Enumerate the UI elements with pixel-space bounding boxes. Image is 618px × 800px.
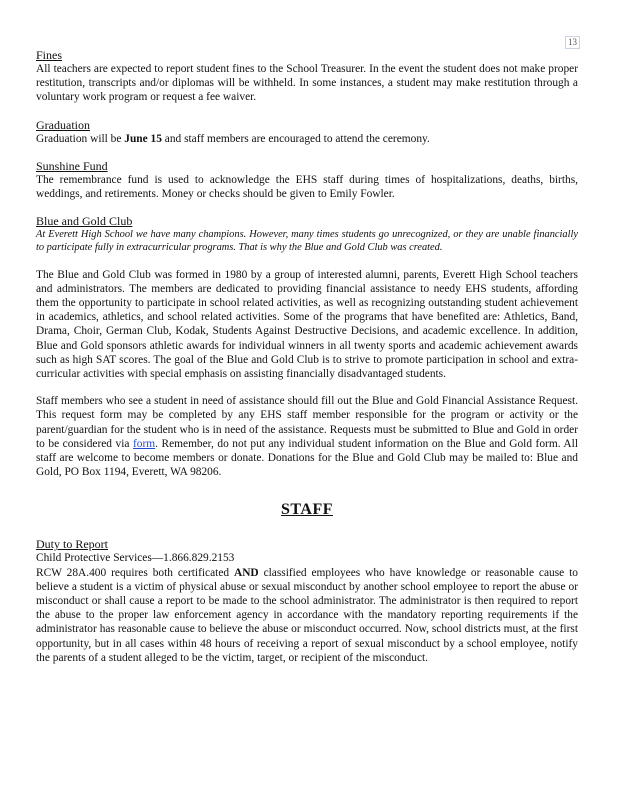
blue-gold-para2-end: . Remember, do not put any individual student information on the Blue and Gold form. All staff are welcome to become members or donate. Donations for the Blue and Gold Club may be mailed to: Blue and Gold, PO Box 1194, Everett, WA 98206. xyxy=(36,437,578,479)
graduation-date: June 15 xyxy=(124,132,162,145)
blue-gold-paragraph-1: The Blue and Gold Club was formed in 1980 by a group of interested alumni, parents, Everett High School teachers and administrators. The members are dedicated to providing financial assistance to needy EHS students, affording them the opportunity to participate in school related activities, as well as recognizing outstanding student achievement in academics, athletics, and school related activities. Some of the programs that have benefited are: Athletics, Band, Drama, Choir, German Club, Kodak, Students Against Destructive Decisions, and academic excellence. In addition, Blue and Gold sponsors athletic awards for individual winners in all twenty sports and academic achievement awards such as high SAT scores. The goal of the Blue and Gold Club is to strive to promote participation in school and extra-curricular activities with special emphasis on assisting financially disadvantaged students. xyxy=(36,268,578,381)
fines-heading: Fines xyxy=(36,48,63,62)
blue-gold-para2-start: Staff members who see a student in need of assistance should fill out the Blue and Gold Financial Assistance Request. This request form may be completed by any EHS staff member responsible for the program or activity or the parent/guardian for the student who is in need of the assistance. Requests must be submitted to Blue and Gold in order to be considered via xyxy=(36,395,578,450)
rcw-and-emphasis: AND xyxy=(233,566,259,579)
duty-to-report-heading: Duty to Report xyxy=(36,537,108,552)
blue-gold-heading: Blue and Gold Club xyxy=(36,214,133,229)
sunshine-fund-heading: Sunshine Fund xyxy=(36,158,108,173)
blue-gold-intro: At Everett High School we have many champions. However, many times students go unrecognized, or they are unable financially to participate fully in extracurricular programs. That is why the Blue and Gold Club was created. xyxy=(36,229,578,254)
page-number: 13 xyxy=(565,36,580,49)
cps-phone-line: Child Protective Services—1.866.829.2153 xyxy=(36,552,235,565)
rcw-text-end: classified employees who have knowledge or reasonable cause to believe a student is a victim of physical abuse or sexual misconduct by another school employee to report the abuse or misconduct or shall cause a report to be made to the school administrator. The administrator is then required to report the abuse to the proper law enforcement agency in accordance with the mandatory reporting requirements if the administrator has reasonable cause to believe the abuse or misconduct occurred. Now, school districts must, at the first opportunity, but in all cases within 48 hours of receiving a report of sexual misconduct by a school employee, notify the parents of a student alleged to be the victim, target, or recipient of the misconduct. xyxy=(36,566,578,664)
staff-section-title: STAFF xyxy=(281,501,333,519)
graduation-heading: Graduation xyxy=(36,117,90,132)
rcw-paragraph xyxy=(36,566,578,665)
graduation-text-start: Graduation will be xyxy=(36,132,125,145)
graduation-paragraph xyxy=(36,132,578,146)
graduation-text-end: and staff members are encouraged to attend the ceremony. xyxy=(161,132,430,145)
assistance-form-link[interactable]: form xyxy=(132,437,156,450)
sunshine-fund-paragraph: The remembrance fund is used to acknowledge the EHS staff during times of hospitalizations, deaths, births, weddings, and retirements. Money or checks should be given to Emily Fowler. xyxy=(36,173,578,201)
document-body xyxy=(36,48,578,665)
rcw-text-start: RCW 28A.400 requires both certificated xyxy=(36,566,234,579)
blue-gold-paragraph-2 xyxy=(36,394,578,479)
fines-paragraph: All teachers are expected to report student fines to the School Treasurer. In the event the student does not make proper restitution, transcripts and/or diplomas will be withheld. In some instances, a student may make restitution through a voluntary work program or request a fee waiver. xyxy=(36,63,578,104)
